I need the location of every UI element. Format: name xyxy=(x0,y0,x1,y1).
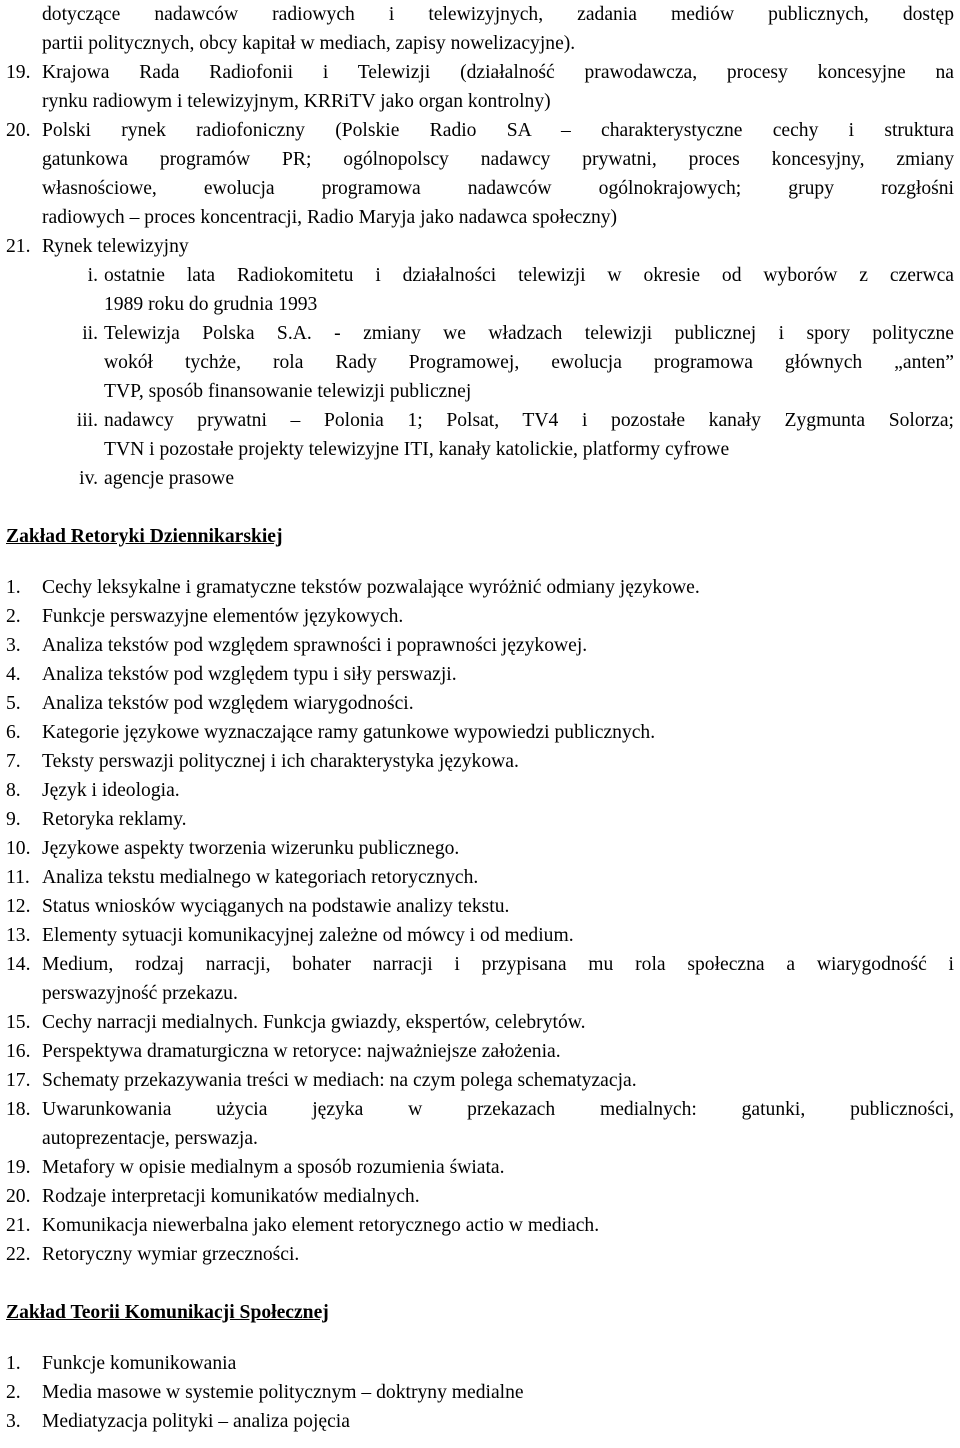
list-item xyxy=(6,1153,954,1182)
text-line: autoprezentacje, perswazja. xyxy=(42,1128,258,1149)
text-line: rynku radiowym i telewizyjnym, KRRiTV jako organ kontrolny) xyxy=(42,91,551,112)
list-item xyxy=(6,1240,954,1269)
list-item xyxy=(6,1182,954,1211)
item-number: 12. xyxy=(6,896,31,917)
text-line: Funkcje perswazyjne elementów językowych. xyxy=(42,606,404,627)
spacer xyxy=(6,493,954,522)
item-body xyxy=(42,892,954,921)
list-item xyxy=(6,660,954,689)
sub-item-body xyxy=(98,319,954,406)
list-item xyxy=(6,950,954,1008)
item-number: 20. xyxy=(6,120,31,141)
item-number: 4. xyxy=(6,664,21,685)
text-line: Perspektywa dramaturgiczna w retoryce: najważniejsze założenia. xyxy=(42,1041,561,1062)
numbered-list xyxy=(6,1349,954,1436)
item-number: 17. xyxy=(6,1070,31,1091)
item-body xyxy=(42,747,954,776)
text-line: dotyczące nadawców radiowych i telewizyjnych, zadania mediów publicznych, dostęp xyxy=(42,4,954,25)
text-line: Język i ideologia. xyxy=(42,780,180,801)
section-heading: Zakład Teorii Komunikacji Społecznej xyxy=(6,1302,329,1323)
item-body xyxy=(42,660,954,689)
list-item xyxy=(6,1211,954,1240)
text-line: TVP, sposób finansowanie telewizji publicznej xyxy=(104,381,472,402)
item-number: 5. xyxy=(6,693,21,714)
item-number: 16. xyxy=(6,1041,31,1062)
spacer xyxy=(6,551,954,573)
text-line: partii politycznych, obcy kapitał w mediach, zapisy nowelizacyjne). xyxy=(42,33,576,54)
text-line: Teksty perswazji politycznej i ich charakterystyka językowa. xyxy=(42,751,519,772)
item-body xyxy=(42,776,954,805)
item-body xyxy=(42,1095,954,1153)
text-line: perswazyjność przekazu. xyxy=(42,983,238,1004)
text-line: Analiza tekstów pod względem wiarygodności. xyxy=(42,693,414,714)
item-number: 6. xyxy=(6,722,21,743)
text-line: Medium, rodzaj narracji, bohater narracji i przypisana mu rola społeczna a wiarygodność i xyxy=(42,954,954,975)
list-item xyxy=(6,921,954,950)
roman-number: iv. xyxy=(79,468,98,489)
list-item xyxy=(6,863,954,892)
item-number: 22. xyxy=(6,1244,31,1265)
roman-number: ii. xyxy=(82,323,98,344)
sub-list-item xyxy=(6,406,954,464)
list-item xyxy=(6,1349,954,1378)
spacer xyxy=(6,1269,954,1298)
item-number: 20. xyxy=(6,1186,31,1207)
item-body xyxy=(42,1066,954,1095)
item-number: 21. xyxy=(6,236,31,257)
section-heading: Zakład Retoryki Dziennikarskiej xyxy=(6,526,283,547)
item-body xyxy=(42,805,954,834)
text-line: wokół tychże, rola Rady Programowej, ewolucja programowa głównych „anten” xyxy=(104,352,954,373)
item-number: 3. xyxy=(6,635,21,656)
text-line: 1989 roku do grudnia 1993 xyxy=(104,294,318,315)
text-line: Metafory w opisie medialnym a sposób rozumienia świata. xyxy=(42,1157,505,1178)
item-body xyxy=(42,1037,954,1066)
item-body xyxy=(42,1153,954,1182)
item-number: 2. xyxy=(6,1382,21,1403)
item-body xyxy=(42,689,954,718)
item-number: 19. xyxy=(6,62,31,83)
item-body xyxy=(42,1182,954,1211)
text-line: Retoryka reklamy. xyxy=(42,809,187,830)
item-number: 2. xyxy=(6,606,21,627)
list-item xyxy=(6,834,954,863)
list-item xyxy=(6,776,954,805)
text-line: Kategorie językowe wyznaczające ramy gatunkowe wypowiedzi publicznych. xyxy=(42,722,656,743)
item-number: 9. xyxy=(6,809,21,830)
text-line: Analiza tekstu medialnego w kategoriach retorycznych. xyxy=(42,867,479,888)
item-body xyxy=(42,1240,954,1269)
item-number: 15. xyxy=(6,1012,31,1033)
item-body xyxy=(42,1008,954,1037)
text-line: agencje prasowe xyxy=(104,468,235,489)
list-item xyxy=(6,1378,954,1407)
list-item xyxy=(6,805,954,834)
document-page xyxy=(6,0,954,1436)
text-line: Analiza tekstów pod względem sprawności i poprawności językowej. xyxy=(42,635,588,656)
sub-item-body xyxy=(98,406,954,464)
item-body xyxy=(42,58,954,116)
text-line: TVN i pozostałe projekty telewizyjne ITI, kanały katolickie, platformy cyfrowe xyxy=(104,439,730,460)
item-body xyxy=(42,116,954,232)
text-line: Analiza tekstów pod względem typu i siły perswazji. xyxy=(42,664,457,685)
item-number: 18. xyxy=(6,1099,31,1120)
sub-item-body xyxy=(98,261,954,319)
text-line: Funkcje komunikowania xyxy=(42,1353,237,1374)
list-item xyxy=(6,718,954,747)
sub-list-item xyxy=(6,319,954,406)
text-line: Retoryczny wymiar grzeczności. xyxy=(42,1244,300,1265)
list-item xyxy=(6,631,954,660)
list-item xyxy=(6,1407,954,1436)
list-item xyxy=(6,573,954,602)
list-item xyxy=(6,689,954,718)
item-body xyxy=(42,573,954,602)
item-number: 7. xyxy=(6,751,21,772)
item-body xyxy=(42,1211,954,1240)
text-line: Polski rynek radiofoniczny (Polskie Radio SA – charakterystyczne cechy i struktura xyxy=(42,120,954,141)
item-body xyxy=(42,863,954,892)
item-body xyxy=(42,1349,954,1378)
item-number: 13. xyxy=(6,925,31,946)
text-line: Komunikacja niewerbalna jako element retorycznego actio w mediach. xyxy=(42,1215,600,1236)
list-item xyxy=(6,1008,954,1037)
text-line: gatunkowa programów PR; ogólnopolscy nadawcy prywatni, proces koncesyjny, zmiany xyxy=(42,149,954,170)
text-line: własnościowe, ewolucja programowa nadawców ogólnokrajowych; grupy rozgłośni xyxy=(42,178,954,199)
item-body xyxy=(42,950,954,1008)
item-text: Rynek telewizyjny xyxy=(42,236,189,257)
spacer xyxy=(6,1327,954,1349)
item-number: 3. xyxy=(6,1411,21,1432)
sub-list-item xyxy=(6,464,954,493)
text-line: Mediatyzacja polityki – analiza pojęcia xyxy=(42,1411,350,1432)
list-item xyxy=(6,747,954,776)
text-line: Schematy przekazywania treści w mediach: na czym polega schematyzacja. xyxy=(42,1070,637,1091)
list-item xyxy=(6,1037,954,1066)
item-number: 21. xyxy=(6,1215,31,1236)
text-line: Status wniosków wyciąganych na podstawie analizy tekstu. xyxy=(42,896,510,917)
list-item xyxy=(6,1066,954,1095)
item-number: 14. xyxy=(6,954,31,975)
text-line: Media masowe w systemie politycznym – doktryny medialne xyxy=(42,1382,524,1403)
sub-list-item xyxy=(6,261,954,319)
roman-number: iii. xyxy=(76,410,98,431)
text-line: ostatnie lata Radiokomitetu i działalności telewizji w okresie od wyborów z czerwca xyxy=(104,265,954,286)
numbered-list xyxy=(6,573,954,1269)
text-line: Telewizja Polska S.A. - zmiany we władzach telewizji publicznej i spory polityczne xyxy=(104,323,954,344)
item-number: 11. xyxy=(6,867,30,888)
text-line: Elementy sytuacji komunikacyjnej zależne od mówcy i od medium. xyxy=(42,925,574,946)
item-body xyxy=(42,834,954,863)
list-item xyxy=(6,58,954,116)
item-body xyxy=(42,1378,954,1407)
list-item xyxy=(6,1095,954,1153)
item-number: 1. xyxy=(6,577,21,598)
text-line: Krajowa Rada Radiofonii i Telewizji (działalność prawodawcza, procesy koncesyjne na xyxy=(42,62,954,83)
sub-item-body xyxy=(98,464,954,493)
item-number: 19. xyxy=(6,1157,31,1178)
text-line: nadawcy prywatni – Polonia 1; Polsat, TV4 i pozostałe kanały Zygmunta Solorza; xyxy=(104,410,954,431)
roman-number: i. xyxy=(87,265,98,286)
item-body xyxy=(42,921,954,950)
text-line: Cechy narracji medialnych. Funkcja gwiazdy, ekspertów, celebrytów. xyxy=(42,1012,586,1033)
item-body xyxy=(42,718,954,747)
list-item xyxy=(6,892,954,921)
item-body xyxy=(42,1407,954,1436)
list-item xyxy=(6,602,954,631)
list-item xyxy=(6,116,954,232)
text-line: radiowych – proces koncentracji, Radio Maryja jako nadawca społeczny) xyxy=(42,207,618,228)
item-body xyxy=(42,631,954,660)
text-line: Językowe aspekty tworzenia wizerunku publicznego. xyxy=(42,838,460,859)
item-body xyxy=(42,602,954,631)
item-number: 10. xyxy=(6,838,31,859)
text-line: Rodzaje interpretacji komunikatów medialnych. xyxy=(42,1186,420,1207)
list-item xyxy=(6,232,954,261)
item-number: 1. xyxy=(6,1353,21,1374)
text-line: Uwarunkowania użycia języka w przekazach medialnych: gatunki, publiczności, xyxy=(42,1099,954,1120)
text-line: Cechy leksykalne i gramatyczne tekstów pozwalające wyróżnić odmiany językowe. xyxy=(42,577,700,598)
item-number: 8. xyxy=(6,780,21,801)
